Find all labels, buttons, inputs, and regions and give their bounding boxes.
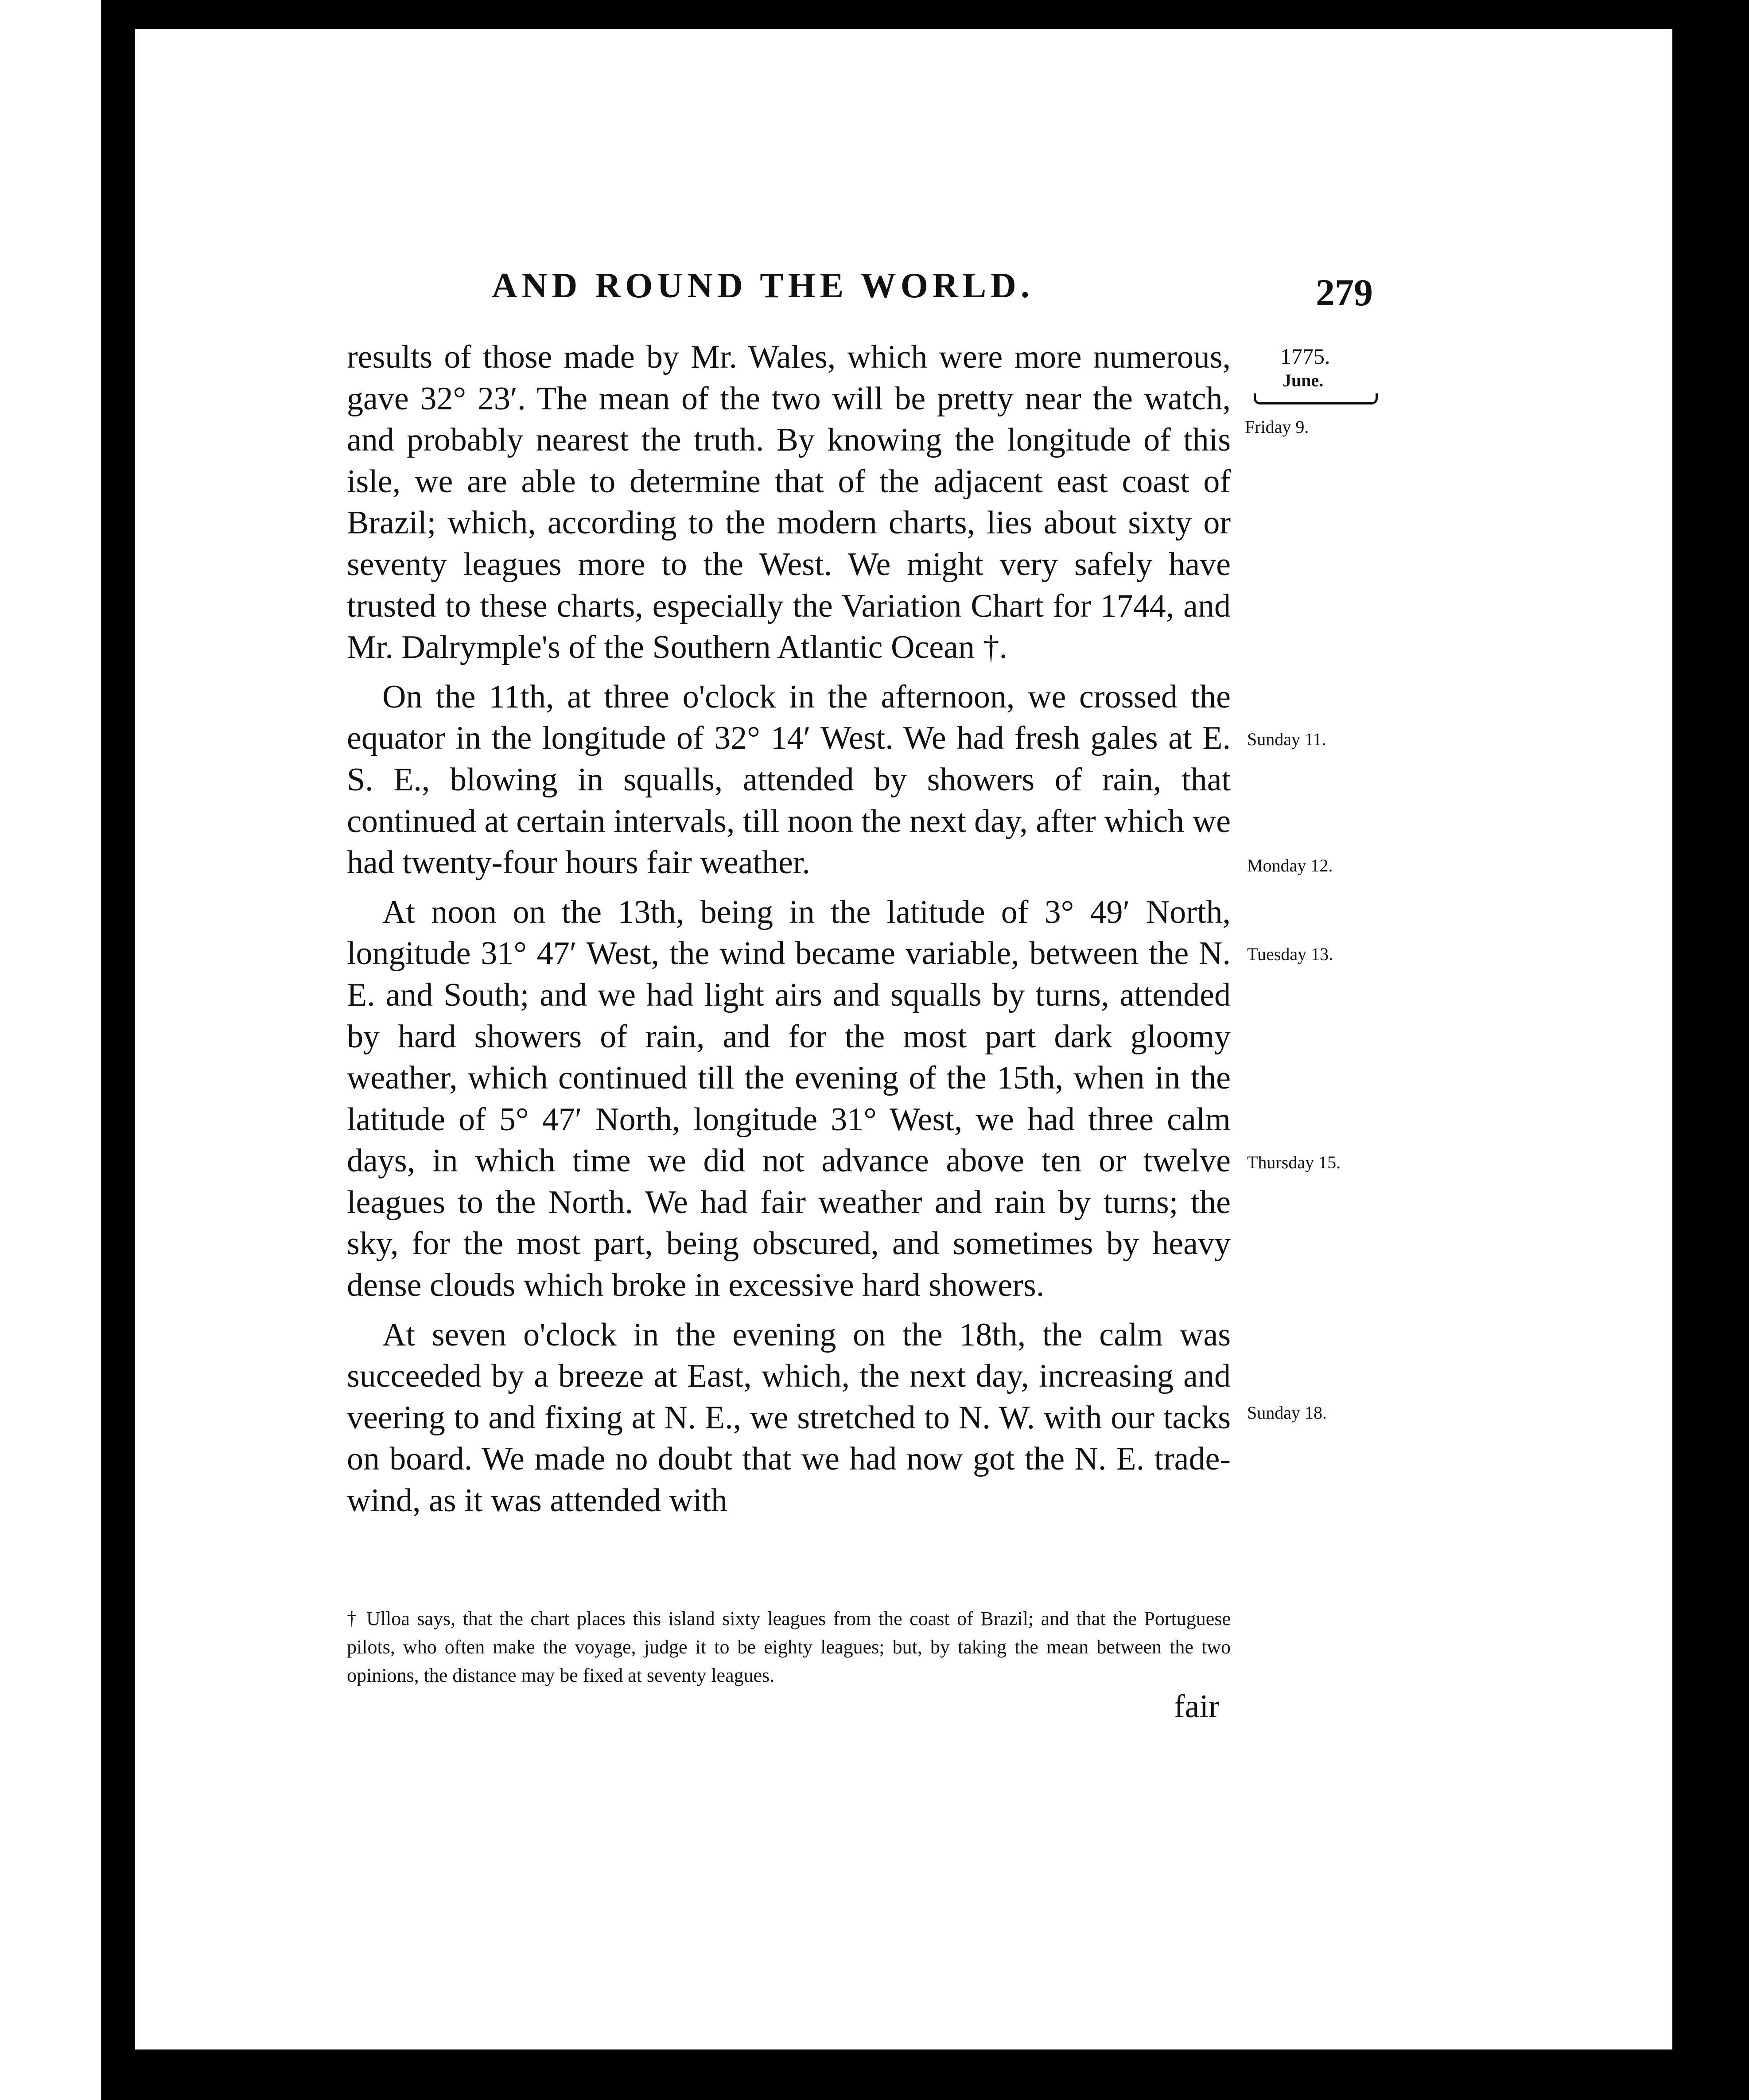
paragraph: At noon on the 13th, being in the latitude of 3° 49′ North, longitude 31° 47′ West, the wind became variable, between the N. E. and South; and we had light airs and squalls by turns, attended by hard showers of rain, and for the most part dark gloomy weather, which continued till the evening of the 15th, when in the latitude of 5° 47′ North, longitude 31° West, we had three calm days, in which time we did not advance above ten or twelve leagues to the North. We had fair weather and rain by turns; the sky, for the most part, being obscured, and sometimes by heavy dense clouds which broke in excessive hard showers. xyxy=(347,894,1231,1304)
margin-note-monday: Monday 12. xyxy=(1247,856,1333,875)
margin-note-sunday-18: Sunday 18. xyxy=(1247,1403,1327,1423)
catchword: fair xyxy=(1174,1688,1220,1725)
margin-month: June. xyxy=(1283,370,1324,390)
margin-note-thursday: Thursday 15. xyxy=(1247,1152,1341,1172)
margin-note-tuesday: Tuesday 13. xyxy=(1247,944,1333,964)
margin-note-friday: Friday 9. xyxy=(1245,417,1309,437)
margin-year: 1775. xyxy=(1280,344,1330,369)
page-margin-strip xyxy=(0,0,102,2100)
running-title: AND ROUND THE WORLD. xyxy=(492,266,1034,305)
page-edge xyxy=(101,0,104,2100)
paragraph: results of those made by Mr. Wales, which were more numerous, gave 32° 23′. The mean of the two will be pretty near the watch, and probably nearest the truth. By knowing the longitude of this isle, we are able to determine that of the adjacent east coast of Brazil; which, according to the modern charts, lies about sixty or seventy leagues more to the West. We might very safely have trusted to these charts, especially the Variation Chart for 1744, and Mr. Dalrymple's of the Southern Atlantic Ocean †. xyxy=(347,339,1231,666)
footnote: † Ulloa says, that the chart places this island sixty leagues from the coast of Brazil; and that the Portuguese pilots, who often make the voyage, judge it to be eighty leagues; but, by taking the mean between the two opinions, the distance may be fixed at seventy leagues. xyxy=(347,1608,1231,1686)
margin-brace xyxy=(1254,393,1378,404)
page-number: 279 xyxy=(1316,271,1373,314)
body-text xyxy=(347,337,1231,1522)
paragraph: On the 11th, at three o'clock in the afternoon, we crossed the equator in the longitude of 32° 14′ West. We had fresh gales at E. S. E., blowing in squalls, attended by showers of rain, that continued at certain intervals, till noon the next day, after which we had twenty-four hours fair weather. xyxy=(347,678,1231,881)
margin-note-sunday: Sunday 11. xyxy=(1247,729,1326,749)
paragraph: At seven o'clock in the evening on the 18th, the calm was succeeded by a breeze at East, which, the next day, increasing and veering to and fixing at N. E., we stretched to N. W. with our tacks on board. We made no doubt that we had now got the N. E. trade-wind, as it was attended with xyxy=(347,1316,1231,1519)
